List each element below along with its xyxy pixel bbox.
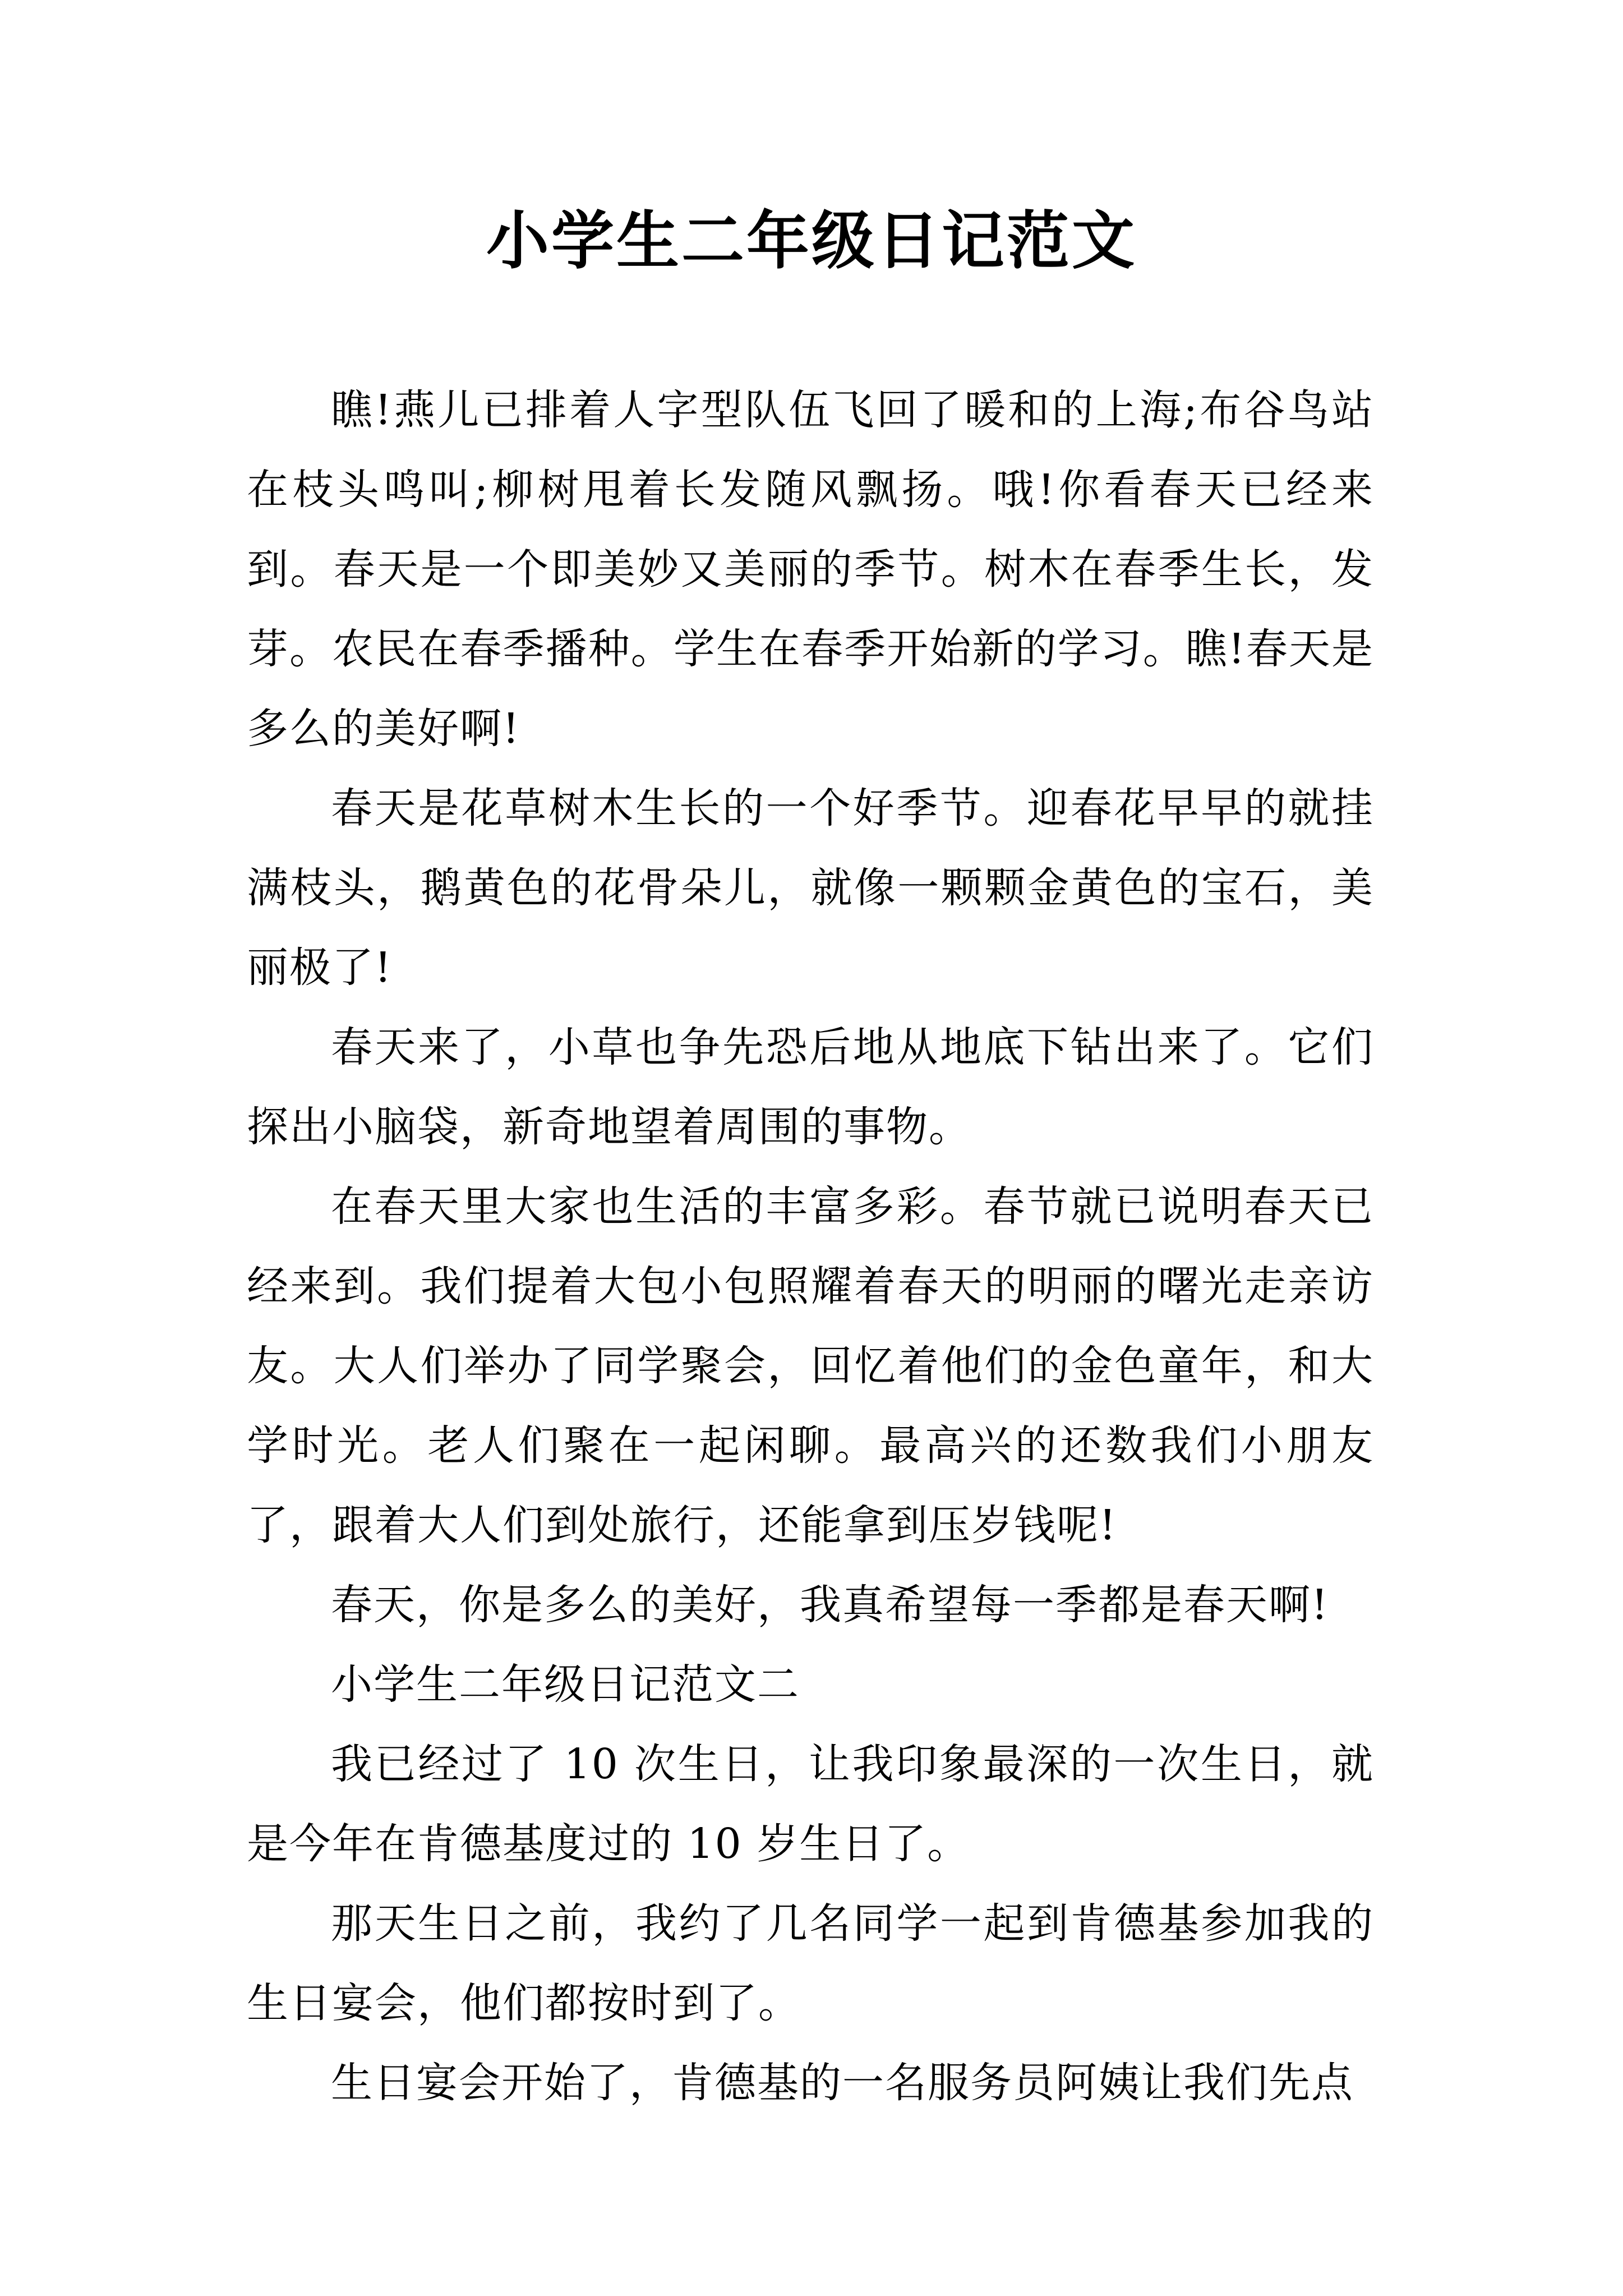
paragraph: 春天，你是多么的美好，我真希望每一季都是春天啊! [331,1581,1329,1629]
paragraph: 那天生日之前，我约了几名同学一起到肯德基参加我的生日宴会，他们都按时到了。 [247,1899,1374,2027]
paragraph: 春天来了，小草也争先恐后地从地底下钻出来了。它们探出小脑袋，新奇地望着周围的事物。 [247,1023,1374,1151]
paragraph: 春天是花草树木生长的一个好季节。迎春花早早的就挂满枝头，鹅黄色的花骨朵儿，就像一颗颗金黄色的宝石，美丽极了! [247,784,1374,992]
document-body [247,370,1374,2123]
document-title: 小学生二年级日记范文 [486,204,1137,278]
paragraph: 生日宴会开始了，肯德基的一名服务员阿姨让我们先点 [331,2059,1354,2107]
section-heading: 小学生二年级日记范文二 [331,1660,800,1709]
paragraph: 我已经过了 10 次生日，让我印象最深的一次生日，就是今年在肯德基度过的 10 岁生日了。 [247,1740,1374,1868]
paragraph: 在春天里大家也生活的丰富多彩。春节就已说明春天已经来到。我们提着大包小包照耀着春天的明丽的曙光走亲访友。大人们举办了同学聚会，回忆着他们的金色童年，和大学时光。老人们聚在一起闲聊。最高兴的还数我们小朋友了，跟着大人们到处旅行，还能拿到压岁钱呢! [247,1182,1374,1549]
paragraph: 瞧!燕儿已排着人字型队伍飞回了暖和的上海;布谷鸟站在枝头鸣叫;柳树甩着长发随风飘扬。哦!你看春天已经来到。春天是一个即美妙又美丽的季节。树木在春季生长，发芽。农民在春季播种。学生在春季开始新的学习。瞧!春天是多么的美好啊! [247,386,1374,753]
